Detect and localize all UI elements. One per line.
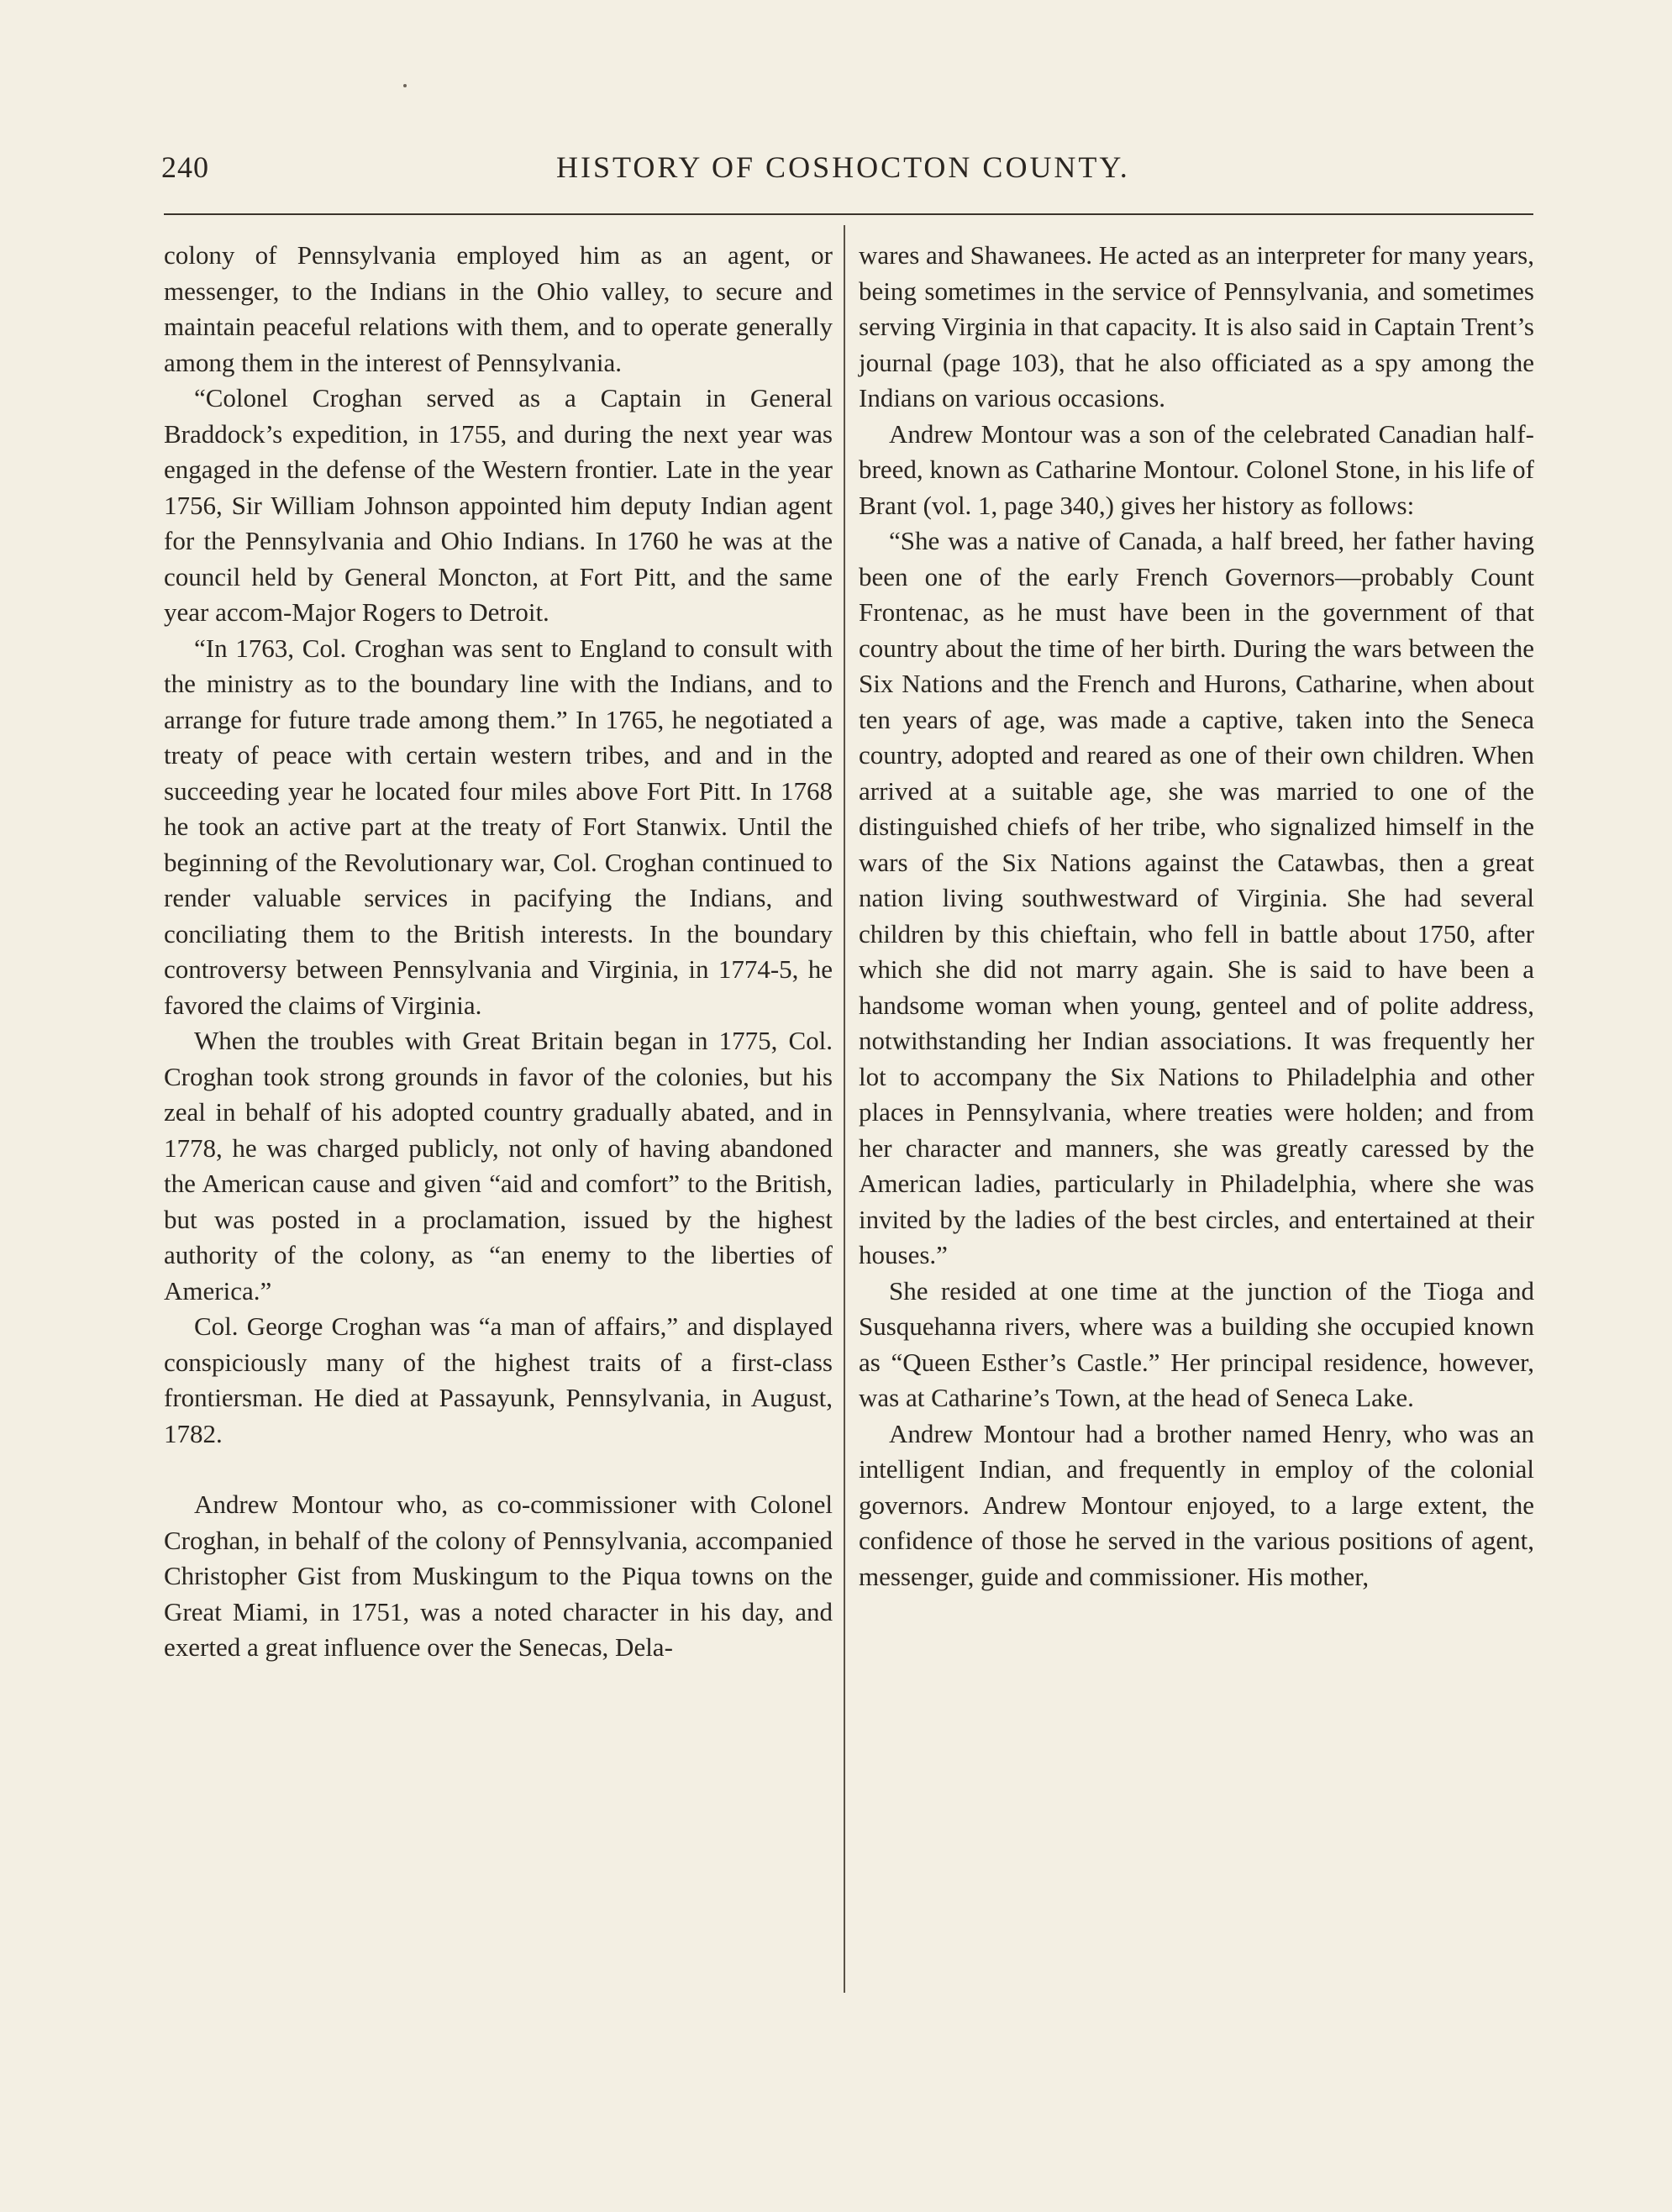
paragraph: When the troubles with Great Britain began in 1775, Col. Croghan took strong grounds in favor of the colonies, but his zeal in behalf of his adopted country gradually abated, and in 1778, he was charged publicly, not only of having abandoned the American cause and given “aid and comfort” to the British, but was posted in a proclamation, issued by the highest authority of the colony, as “an enemy to the liberties of America.” [164, 1026, 833, 1306]
paragraph: Col. George Croghan was “a man of affairs,” and displayed conspiciously many of the highest traits of a first-class frontiersman. He died at Passayunk, Pennsylvania, in August, 1782. [164, 1311, 833, 1448]
paragraph: Andrew Montour had a brother named Henry, who was an intelligent Indian, and frequently in employ of the colonial governors. Andrew Montour enjoyed, to a large extent, the confidence of those he served in the various positions of agent, messenger, guide and commissioner. His mother, [859, 1418, 1534, 1591]
paragraph: Andrew Montour who, as co-commissioner with Colonel Croghan, in behalf of the colony of Pennsylvania, accompanied Christopher Gist from Muskingum to the Piqua towns on the Great Miami, in 1751, was a noted character in his day, and exerted a great influence over the Senecas, Dela- [164, 1490, 833, 1662]
left-column [164, 238, 833, 1666]
paragraph: “Colonel Croghan served as a Captain in General Braddock’s expedition, in 1755, and during the next year was engaged in the defense of the Western frontier. Late in the year 1756, Sir William Johnson appointed him deputy Indian agent for the Pennsylvania and Ohio Indians. In 1760 he was at the council held by General Moncton, at Fort Pitt, and the same year accom-Major Rogers to Detroit. [164, 383, 833, 627]
header-rule [164, 213, 1533, 215]
page-number: 240 [161, 150, 209, 184]
right-column [859, 238, 1534, 1595]
ink-speck [403, 84, 407, 87]
running-title: HISTORY OF COSHOCTON COUNTY. [556, 150, 1130, 184]
paragraph: Andrew Montour was a son of the celebrated Canadian half-breed, known as Catharine Montour. Colonel Stone, in his life of Brant (vol. 1, page 340,) gives her history as follows: [859, 418, 1534, 520]
paragraph: wares and Shawanees. He acted as an interpreter for many years, being sometimes in the service of Pennsylvania, and sometimes serving Virginia in that capacity. It is also said in Captain Trent’s journal (page 103), that he also officiated as a spy among the Indians on various occasions. [859, 240, 1534, 412]
column-divider [844, 225, 845, 1993]
section-break [164, 1452, 833, 1487]
paragraph: “In 1763, Col. Croghan was sent to England to consult with the ministry as to the boundary line with the Indians, and to arrange for future trade among them.” In 1765, he negotiated a treaty of peace with certain western tribes, and and in the succeeding year he located four miles above Fort Pitt. In 1768 he took an active part at the treaty of Fort Stanwix. Until the beginning of the Revolutionary war, Col. Croghan continued to render valuable services in pacifying the Indians, and conciliating them to the British interests. In the boundary controversy between Pennsylvania and Virginia, in 1774-5, he favored the claims of Virginia. [164, 633, 833, 1020]
page-header [161, 150, 1534, 200]
quoted-paragraph: “She was a native of Canada, a half breed, her father having been one of the early French Governors—probably Count Frontenac, as he must have been in the government of that country about the time of her birth. During the wars between the Six Nations and the French and Hurons, Catharine, when about ten years of age, was made a captive, taken into the Seneca country, adopted and reared as one of their own children. When arrived at a suitable age, she was married to one of the distinguished chiefs of her tribe, who signalized himself in the wars of the Six Nations against the Catawbas, then a great nation living southwestward of Virginia. She had several children by this chieftain, who fell in battle about 1750, after which she did not marry again. She is said to have been a handsome woman when young, genteel and of polite address, notwithstanding her Indian associations. It was frequently her lot to accompany the Six Nations to Philadelphia and other places in Pennsylvania, where treaties were holden; and from her character and manners, she was greatly caressed by the American ladies, particularly in Philadelphia, where she was invited by the ladies of the best circles, and entertained at their houses.” [859, 526, 1534, 1269]
paragraph: She resided at one time at the junction of the Tioga and Susquehanna rivers, where was a building she occupied known as “Queen Esther’s Castle.” Her principal residence, however, was at Catharine’s Town, at the head of Seneca Lake. [859, 1275, 1534, 1412]
paragraph: colony of Pennsylvania employed him as an agent, or messenger, to the Indians in the Ohio valley, to secure and maintain peaceful relations with them, and to operate generally among them in the interest of Pennsylvania. [164, 240, 833, 377]
